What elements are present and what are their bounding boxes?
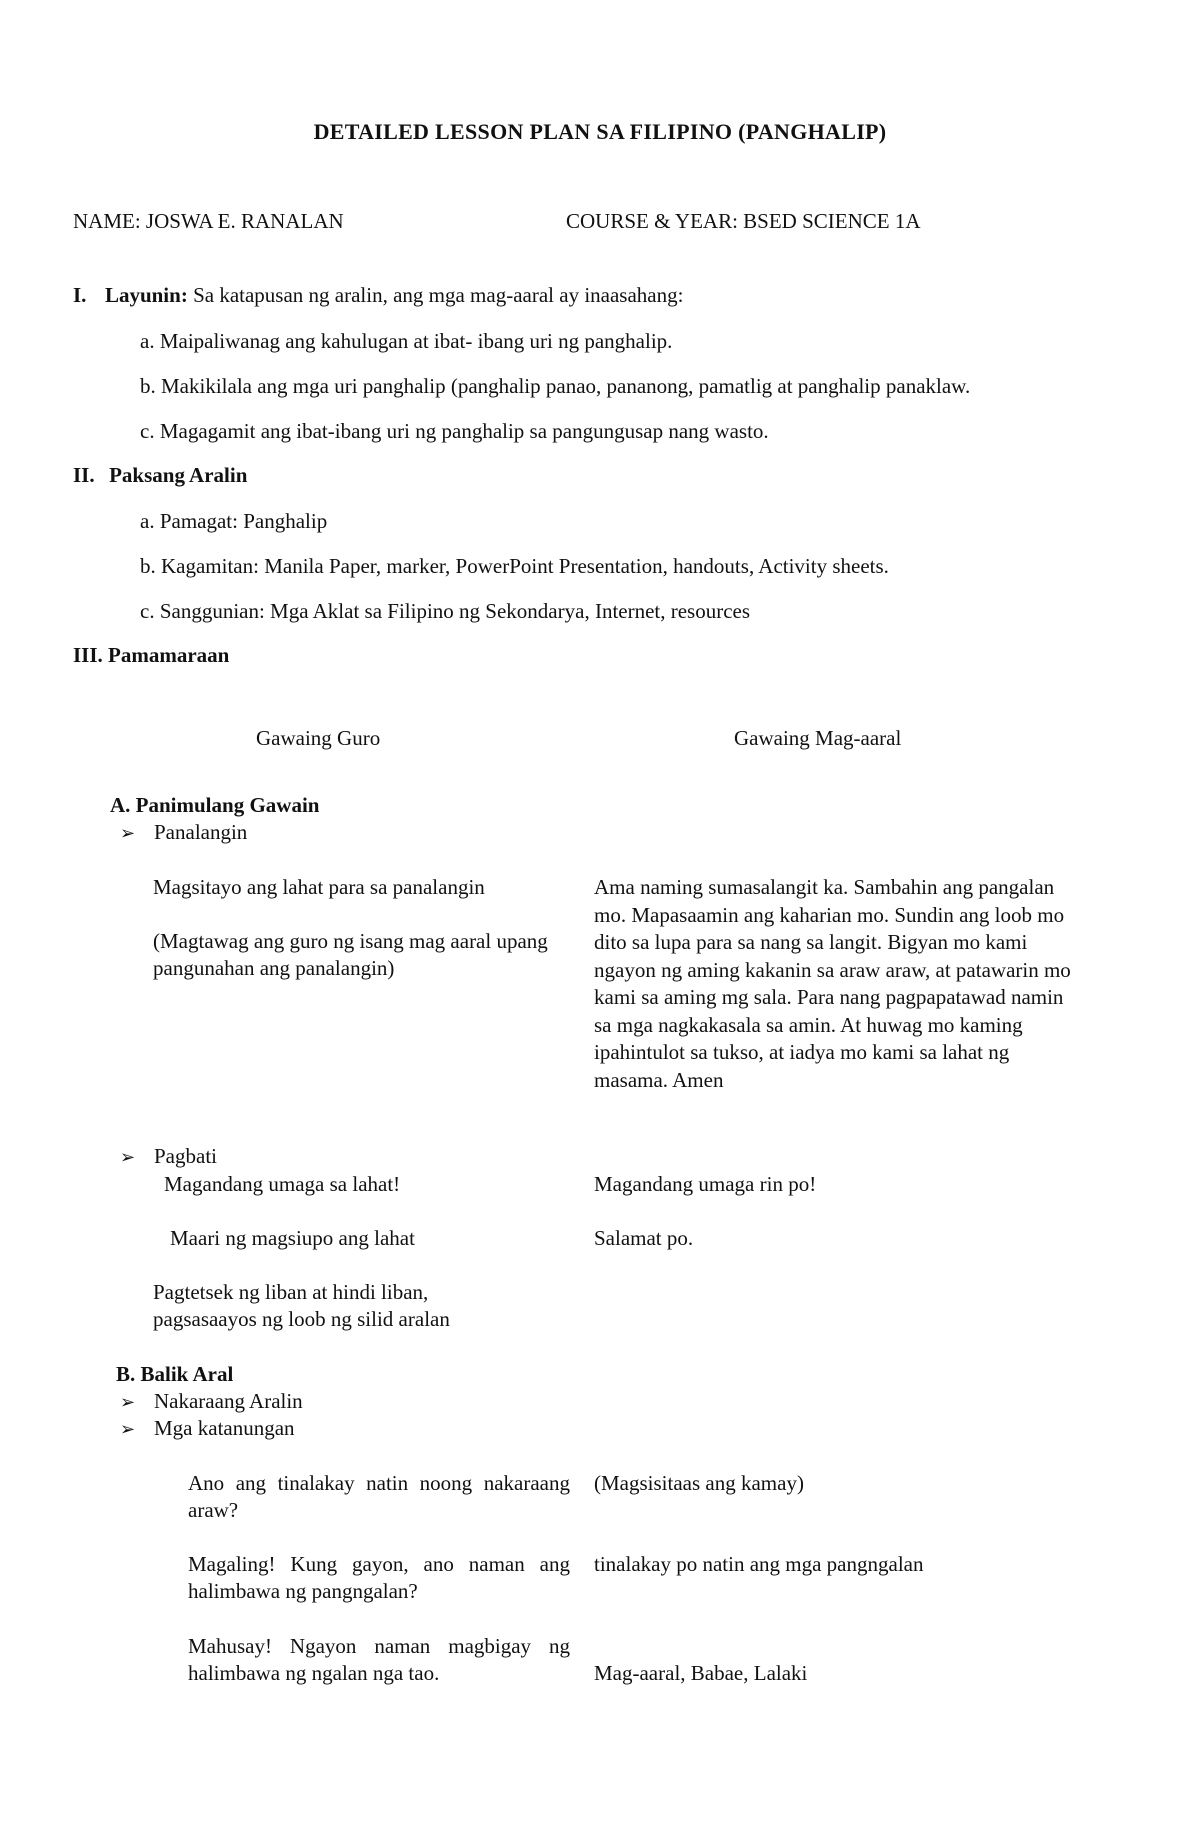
arrow-bullet-icon: ➢ [120, 823, 136, 843]
bullet-item [120, 1143, 217, 1170]
arrow-bullet-icon: ➢ [120, 1392, 136, 1412]
section-pamamaraan: III. Pamamaraan [73, 643, 230, 667]
section-heading: Layunin: [104, 283, 188, 307]
teacher-line: Magsitayo ang lahat para sa panalangin [153, 875, 485, 899]
teacher-line: Pagtetsek ng liban at hindi liban, pagsasaayos ng loob ng silid aralan [153, 1280, 450, 1332]
section-paksang-aralin [73, 462, 247, 489]
page-title: DETAILED LESSON PLAN SA FILIPINO (PANGHALIP) [313, 119, 887, 144]
section-number: II. [73, 463, 95, 487]
layunin-item: b. Makikilala ang mga uri panghalip (panghalip panao, pananong, pamatlig at panghalip panaklaw. [140, 374, 971, 398]
student-answer: tinalakay po natin ang mga pangngalan [594, 1552, 924, 1576]
student-answer: (Magsisitaas ang kamay) [594, 1471, 804, 1495]
teacher-line: (Magtawag ang guro ng isang mag aaral upang pangunahan ang panalangin) [153, 929, 548, 981]
bullet-label: Panalangin [154, 820, 248, 844]
bullet-label: Pagbati [154, 1144, 217, 1168]
paksa-item: a. Pamagat: Panghalip [140, 509, 328, 533]
paksa-item: c. Sanggunian: Mga Aklat sa Filipino ng Sekondarya, Internet, resources [140, 599, 751, 623]
teacher-question: Magaling! Kung gayon, ano naman ang halimbawa ng pangngalan? [188, 1552, 570, 1604]
section-layunin [73, 282, 683, 309]
layunin-item: a. Maipaliwanag ang kahulugan at ibat- ibang uri ng panghalip. [140, 329, 673, 353]
student-prayer: Ama naming sumasalangit ka. Sambahin ang pangalan mo. Mapasaamin ang kaharian mo. Sundin ang loob mo dito sa lupa para sa nang sa langit. Bigyan mo kami ngayon ng aming kakanin sa araw araw, at patawarin mo kami sa aming mg sala. Para nang pagpapatawad namin sa mga nagkakasala sa amin. At huwag mo kaming ipahintulot sa tukso, at iadya mo kami sa lahat ng masama. Amen [594, 875, 1071, 1092]
part-b-heading: B. Balik Aral [116, 1362, 234, 1386]
student-answer: Mag-aaral, Babae, Lalaki [594, 1661, 808, 1685]
bullet-label: Nakaraang Aralin [154, 1389, 303, 1413]
part-a-heading: A. Panimulang Gawain [110, 793, 320, 817]
teacher-line: Magandang umaga sa lahat! [164, 1172, 401, 1196]
bullet-label: Mga katanungan [154, 1416, 295, 1440]
arrow-bullet-icon: ➢ [120, 1419, 136, 1439]
paksa-item: b. Kagamitan: Manila Paper, marker, PowerPoint Presentation, handouts, Activity sheets. [140, 554, 889, 578]
student-line: Magandang umaga rin po! [594, 1172, 817, 1196]
student-line: Salamat po. [594, 1226, 694, 1250]
bullet-item [120, 1415, 295, 1442]
layunin-item: c. Magagamit ang ibat-ibang uri ng panghalip sa pangungusap nang wasto. [140, 419, 769, 443]
bullet-item [120, 1388, 303, 1415]
teacher-line: Maari ng magsiupo ang lahat [170, 1226, 415, 1250]
teacher-question: Ano ang tinalakay natin noong nakaraang araw? [188, 1471, 570, 1523]
section-number: I. [73, 283, 87, 307]
arrow-bullet-icon: ➢ [120, 1147, 136, 1167]
section-intro: Sa katapusan ng aralin, ang mga mag-aaral ay inaasahang: [187, 283, 684, 307]
column-header-student: Gawaing Mag-aaral [734, 726, 902, 750]
student-name: NAME: JOSWA E. RANALAN [73, 209, 344, 233]
section-heading: Paksang Aralin [109, 463, 248, 487]
course-year: COURSE & YEAR: BSED SCIENCE 1A [566, 209, 921, 233]
column-header-teacher: Gawaing Guro [256, 726, 381, 750]
bullet-item [120, 819, 247, 846]
teacher-question: Mahusay! Ngayon naman magbigay ng halimbawa ng ngalan nga tao. [188, 1634, 570, 1686]
